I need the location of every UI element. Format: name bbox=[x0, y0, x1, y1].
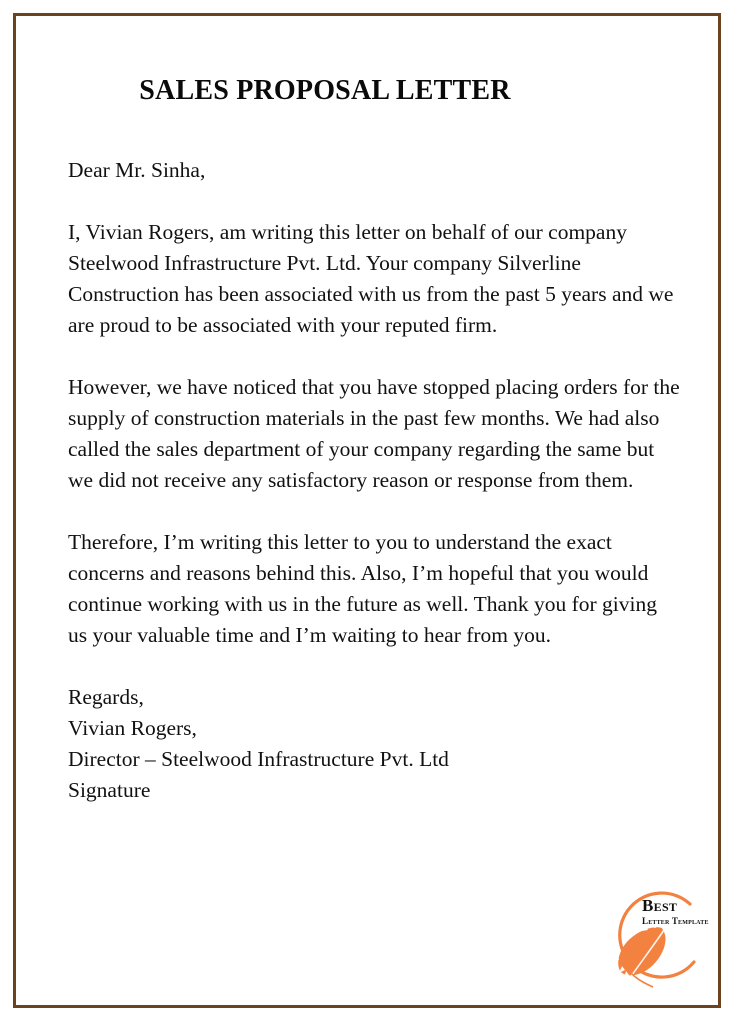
salutation-spacer bbox=[68, 186, 680, 217]
letter-content bbox=[68, 74, 686, 806]
logo-tagline-text: Letter Template bbox=[642, 916, 709, 926]
closing-designation: Director – Steelwood Infrastructure Pvt. Ltd bbox=[68, 746, 449, 771]
title-spacer bbox=[68, 108, 680, 155]
signature-label: Signature bbox=[68, 777, 151, 802]
paragraph-3-spacer bbox=[68, 651, 680, 682]
paragraph-2: However, we have noticed that you have stopped placing orders for the supply of construction materials in the past few months. We had also called the sales department of your company regarding the same but we did not receive any satisfactory reason or response from them. bbox=[68, 374, 686, 492]
best-letter-template-logo bbox=[598, 888, 710, 988]
closing-block bbox=[68, 682, 680, 806]
salutation: Dear Mr. Sinha, bbox=[68, 157, 206, 182]
paragraph-1-spacer bbox=[68, 341, 680, 372]
paragraph-3: Therefore, I’m writing this letter to you to understand the exact concerns and reasons behind this. Also, I’m hopeful that you would continue working with us in the future as well. Thank you for giving us your valuable time and I’m waiting to hear from you. bbox=[68, 529, 663, 647]
logo-brand-text: Best bbox=[642, 896, 678, 915]
closing-regards: Regards, bbox=[68, 684, 144, 709]
logo-wordmark bbox=[642, 897, 712, 927]
paragraph-2-spacer bbox=[68, 496, 680, 527]
page-title: SALES PROPOSAL LETTER bbox=[139, 75, 511, 106]
closing-name: Vivian Rogers, bbox=[68, 715, 197, 740]
paragraph-1: I, Vivian Rogers, am writing this letter on behalf of our company Steelwood Infrastructure Pvt. Ltd. Your company Silverline Construction has been associated with us from the past 5 years and we are proud to be associated with your reputed firm. bbox=[68, 219, 679, 337]
